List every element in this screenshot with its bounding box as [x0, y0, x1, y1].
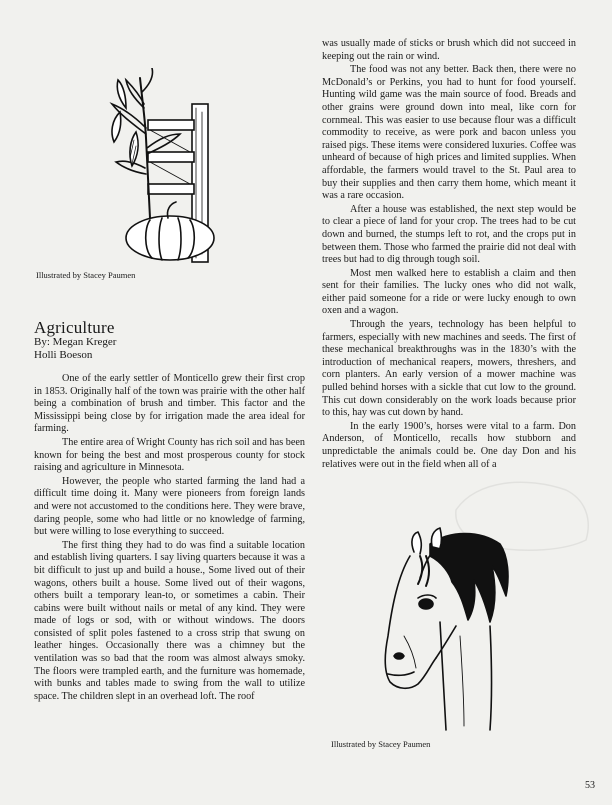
paragraph: was usually made of sticks or brush which did not succeed in keeping out the rain or wind. [322, 38, 576, 62]
left-column-text [34, 373, 305, 704]
author-line-2: Holli Boeson [34, 349, 93, 361]
right-column-text [322, 38, 576, 472]
paragraph: The entire area of Wright County has rich soil and has been known for being the best and most prosperous county for stock raising and agriculture in Minnesota. [34, 436, 305, 474]
top-illustration-caption: Illustrated by Stacey Paumen [36, 270, 136, 280]
author-line-1: By: Megan Kreger [34, 336, 117, 348]
article-title: Agriculture [34, 318, 115, 337]
paragraph: Most men walked here to establish a claim and then sent for their families. The lucky ones who did not walk, either paid someone for a ride or were lucky enough to own oxen and a wagon. [322, 267, 576, 317]
paragraph: The food was not any better. Back then, there were no McDonald’s or Perkins, you had to hunt for food yourself. Hunting wild game was the main source of food. Breads and other grains were ground down into meal, like corn for cornmeal. This was easier to use because flour was a difficult commodity to receive, as were pork and bacon unless you raised pigs. These items were considered luxuries. Coffee was unheard of because of high prices and limited supplies. When affordable, the farmers would travel to the St. Paul area to buy their supplies and then carry them home, which meant it was a rare occasion. [322, 64, 576, 202]
horse-head-illustration [380, 526, 512, 731]
paragraph: After a house was established, the next step would be to clear a piece of land for your crop. The trees had to be cut down and burned, the stumps left to rot, and the crops put in between them. Those who farmed the prairie did not deal with trees but had to dig through tough soil. [322, 203, 576, 266]
paragraph: In the early 1900’s, horses were vital to a farm. Don Anderson, of Monticello, recalls how stubborn and unpredictable the animals could be. One day Don and his relatives were out in the field when all of a [322, 420, 576, 470]
paragraph: Through the years, technology has been helpful to farmers, especially with new machines and seeds. The first of these mechanical breakthroughs was in the 1830’s with the introduction of mechanical reapers, mowers, threshers, and corn planters. An early version of a mower machine was pulled behind horses with a sickle that cut low to the ground. This cut down considerably on the work loads because prior to this, hay was cut down by hand. [322, 319, 576, 419]
bottom-illustration-caption: Illustrated by Stacey Paumen [331, 739, 431, 749]
paragraph: One of the early settler of Monticello grew their first crop in 1853. Originally half of the town was prairie with the other half being a combination of brush and timber. This factor and the Mississippi being close by for irrigation made the area ideal for farming. [34, 373, 305, 435]
article-authors [34, 336, 116, 362]
paragraph: However, the people who started farming the land had a difficult time doing it. Many were pioneers from foreign lands and were not accustomed to the conditions here. They were brave, daring people, some who had little or no knowledge of farming, but were willing to lose everything to succeed. [34, 475, 305, 538]
corn-pumpkin-fence-illustration [90, 68, 230, 264]
page-number: 53 [585, 780, 595, 791]
paragraph: The first thing they had to do was find a suitable location and establish living quarters. I say living quarters because it was a bit difficult to just up and build a house., Some lived out of their wagons, others built a house. Some lived out of their wagons, others built a temporary lean-to, or sometimes a cabin. Their cabins were built without nails or metal of any kind. They were made of logs or sod, with or without windows. The doors consisted of split poles fastened to a cross strip that swung on leather hinges. Occasionally there was a chimney but the ventilation was so bad that the room was almost always smoky. The floors were trampled earth, and the furniture was homemade, with bunks and tables made to swing from the wall to utilize space. The children slept in an overhead loft. The roof [34, 539, 305, 702]
